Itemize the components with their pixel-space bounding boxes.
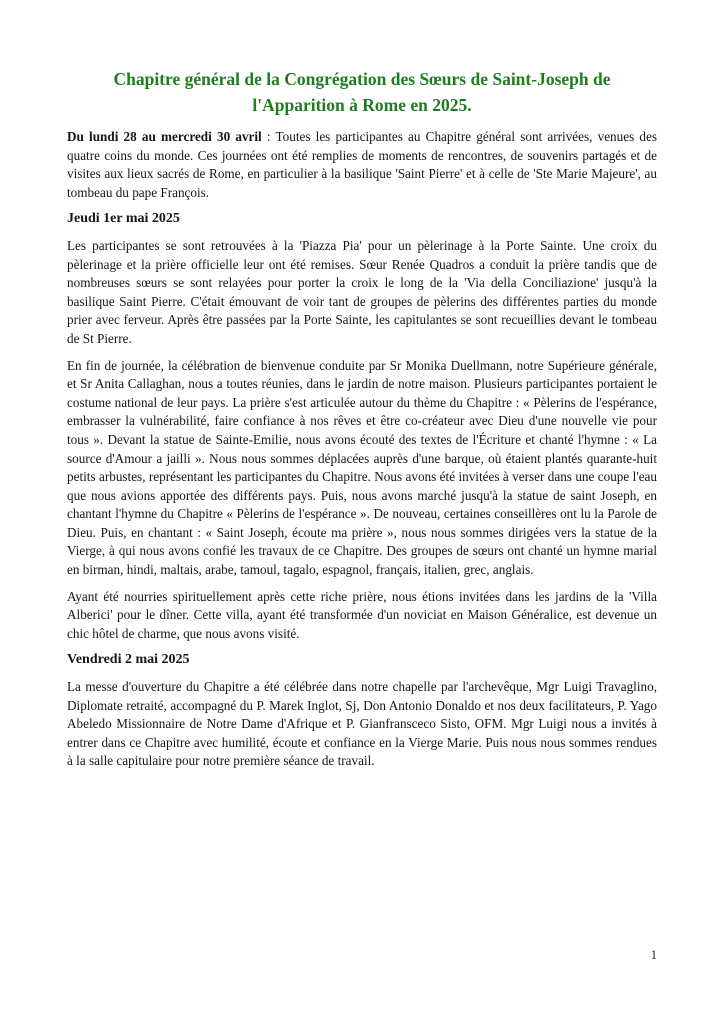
intro-paragraph-text: : Toutes les participantes au Chapitre général sont arrivées, venues des quatre coins du monde. Ces journées ont été remplies de moments de rencontres, de souvenirs partagés et de visites aux lieux sacrés de Rome, en particulier à la basilique 'Saint Pierre' et à celle de 'Ste Marie Majeure', au tombeau du pape François.: [67, 129, 657, 200]
paragraph-jeudi-dinner: Ayant été nourries spirituellement après cette riche prière, nous étions invitées dans les jardins de la 'Villa Alberici' pour le dîner. Cette villa, ayant été transformée d'un noviciat en Maison Généralice, est devenue un chic hôtel de charme, que nous avons visité.: [67, 588, 657, 641]
intro-date-range: Du lundi 28 au mercredi 30 avril: [67, 129, 262, 144]
document-title-line-2: l'Apparition à Rome en 2025.: [252, 95, 472, 115]
paragraph-vendredi-mass: La messe d'ouverture du Chapitre a été célébrée dans notre chapelle par l'archevêque, Mgr Luigi Travaglino, Diplomate retraité, accompagné du P. Marek Inglot, Sj, Don Antonio Donaldo et nos deux facilitateurs, P. Yago Abeledo Missionnaire de Notre Dame d'Afrique et P. Gianfransceco Sisto, OFM. Mgr Luigi nous a invités à entrer dans ce Chapitre avec humilité, écoute et confiance en la Vierge Marie. Puis nous nous sommes rendues à la salle capitulaire pour notre première séance de travail.: [67, 679, 657, 769]
page-number: 1: [650, 948, 657, 962]
paragraph-jeudi-pilgrimage: Les participantes se sont retrouvées à la 'Piazza Pia' pour un pèlerinage à la Porte Sainte. Une croix du pèlerinage et la prière officielle leur ont été remises. Sœur Renée Quadros a conduit la prière tandis que de nombreuses sœurs se sont relayées pour porter la croix le long de la 'Via della Conciliazione' jusqu'à la basilique Saint Pierre. C'était émouvant de voir tant de groupes de pèlerins des différentes parties du monde prier avec ferveur. Après être passées par la Porte Sainte, les capitulantes se sont recueillies devant le tombeau de St Pierre.: [67, 237, 657, 346]
paragraph-jeudi-celebration: En fin de journée, la célébration de bienvenue conduite par Sr Monika Duellmann, notre Supérieure générale, et Sr Anita Callaghan, nous a toutes réunies, dans le jardin de notre maison. Plusieurs participantes portaient le costume national de leur pays. La prière s'est articulée autour du thème du Chapitre : « Pèlerins de l'espérance, embrasser la vulnérabilité, faire confiance à nos rêves et être co-créateur avec Dieu d'une nouvelle vie pour tous ». Devant la statue de Sainte-Emilie, nous avons écouté des textes de l'Écriture et chanté l'hymne : « La source d'Amour a jailli ». Nous nous sommes déplacées auprès d'une barque, où étaient plantés quarante-huit petits arbustes, représentant les participantes du Chapitre. Nous avons été invitées à verser dans une coupe l'eau que nous avions apportée des différents pays. Puis, nous avons marché jusqu'à la statue de saint Joseph, en chantant l'hymne du Chapitre « Pèlerins de l'espérance ». De nouveau, certaines conseillères ont lu la Parole de Dieu. Puis, en chantant : « Saint Joseph, écoute ma prière », nous nous sommes dirigées vers la statue de la Vierge, à qui nous avons confié les travaux de ce Chapitre. Des groupes de sœurs ont chanté un hymne marial en birman, hindi, maltais, arabe, tamoul, tagalo, espagnol, français, italien, grec, anglais.: [67, 357, 657, 578]
document-title-line-1: Chapitre général de la Congrégation des Sœurs de Saint-Joseph de: [113, 69, 611, 89]
document-title: [67, 66, 657, 118]
date-heading-vendredi: Vendredi 2 mai 2025: [67, 652, 190, 668]
intro-paragraph: [67, 128, 657, 202]
date-heading-jeudi: Jeudi 1er mai 2025: [67, 211, 180, 227]
document-content: [67, 66, 657, 779]
